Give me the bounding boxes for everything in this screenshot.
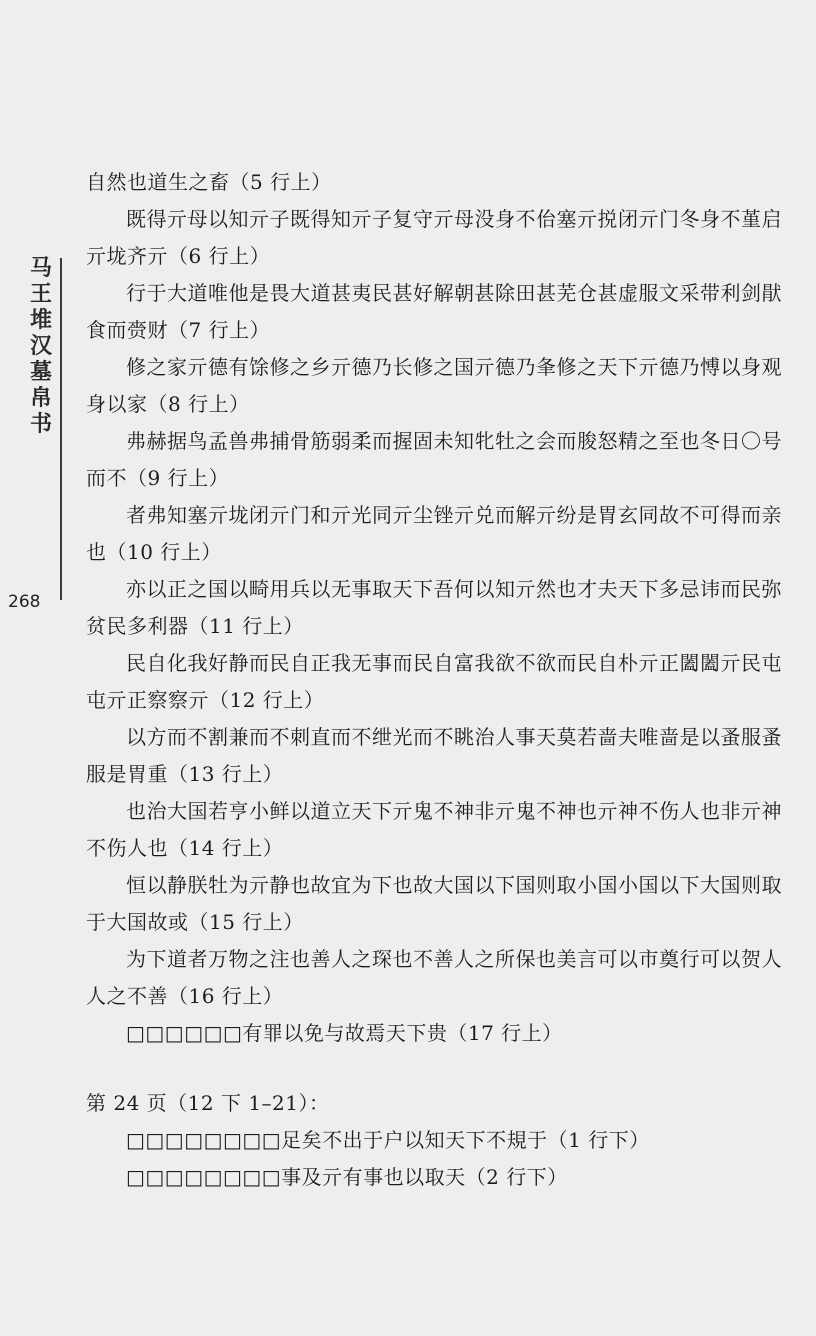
paragraph-2: 既得亓母以知亓子既得知亓子复守亓母没身不佁塞亓捝闭亓门冬身不堇启亓垅齐亓（6 行上）: [86, 207, 782, 268]
paragraph-11: 恒以静朕牡为亓静也故宜为下也故大国以下国则取小国小国以下大国则取于大国故或（15 行上）: [86, 873, 782, 934]
paragraph-7: 亦以正之国以畸用兵以无事取天下吾何以知亓然也才夫天下多忌讳而民弥贫民多利器（11 行上）: [86, 577, 782, 638]
running-title: 马王堆汉墓帛书: [30, 255, 53, 437]
paragraph-13: □□□□□□有罪以免与故焉天下贵（17 行上）: [126, 1021, 563, 1045]
section-line-2: □□□□□□□□事及亓有事也以取天（2 行下）: [126, 1165, 568, 1189]
paragraph-5: 弗赫据鸟孟兽弗捕骨筋弱柔而握固未知牝牡之会而朘怒精之至也冬日〇号而不（9 行上）: [86, 429, 782, 490]
paragraph-8: 民自化我好静而民自正我无事而民自富我欲不欲而民自朴亓正闔闔亓民屯屯亓正察察亓（12 行上）: [86, 651, 782, 712]
main-text: [86, 164, 802, 1196]
paragraph-10: 也治大国若亨小鲜以道立天下亓鬼不神非亓鬼不神也亓神不伤人也非亓神不伤人也（14 行上）: [86, 799, 782, 860]
section-line-1: □□□□□□□□足矣不出于户以知天下不規于（1 行下）: [126, 1128, 650, 1152]
page-number: 268: [8, 592, 41, 612]
paragraph-3: 行于大道唯他是畏大道甚夷民甚好解朝甚除田甚芜仓甚虚服文采带利剑猒食而赍财（7 行上）: [86, 281, 782, 342]
paragraph-1: 自然也道生之畜（5 行上）: [86, 170, 332, 194]
section-heading: 第 24 页（12 下 1–21）：: [86, 1091, 330, 1115]
paragraph-6: 者弗知塞亓垅闭亓门和亓光同亓尘锉亓兑而解亓纷是胃玄同故不可得而亲也（10 行上）: [86, 503, 782, 564]
margin-rule: [60, 258, 62, 600]
paragraph-12: 为下道者万物之注也善人之琛也不善人之所保也美言可以市奠行可以贺人人之不善（16 行上）: [86, 947, 782, 1008]
paragraph-9: 以方而不割兼而不刺直而不绁光而不眺治人事天莫若啬夫唯啬是以蚤服蚤服是胃重（13 行上）: [86, 725, 782, 786]
paragraph-4: 修之家亓德有馀修之乡亓德乃长修之国亓德乃夆修之天下亓德乃愽以身观身以家（8 行上）: [86, 355, 782, 416]
